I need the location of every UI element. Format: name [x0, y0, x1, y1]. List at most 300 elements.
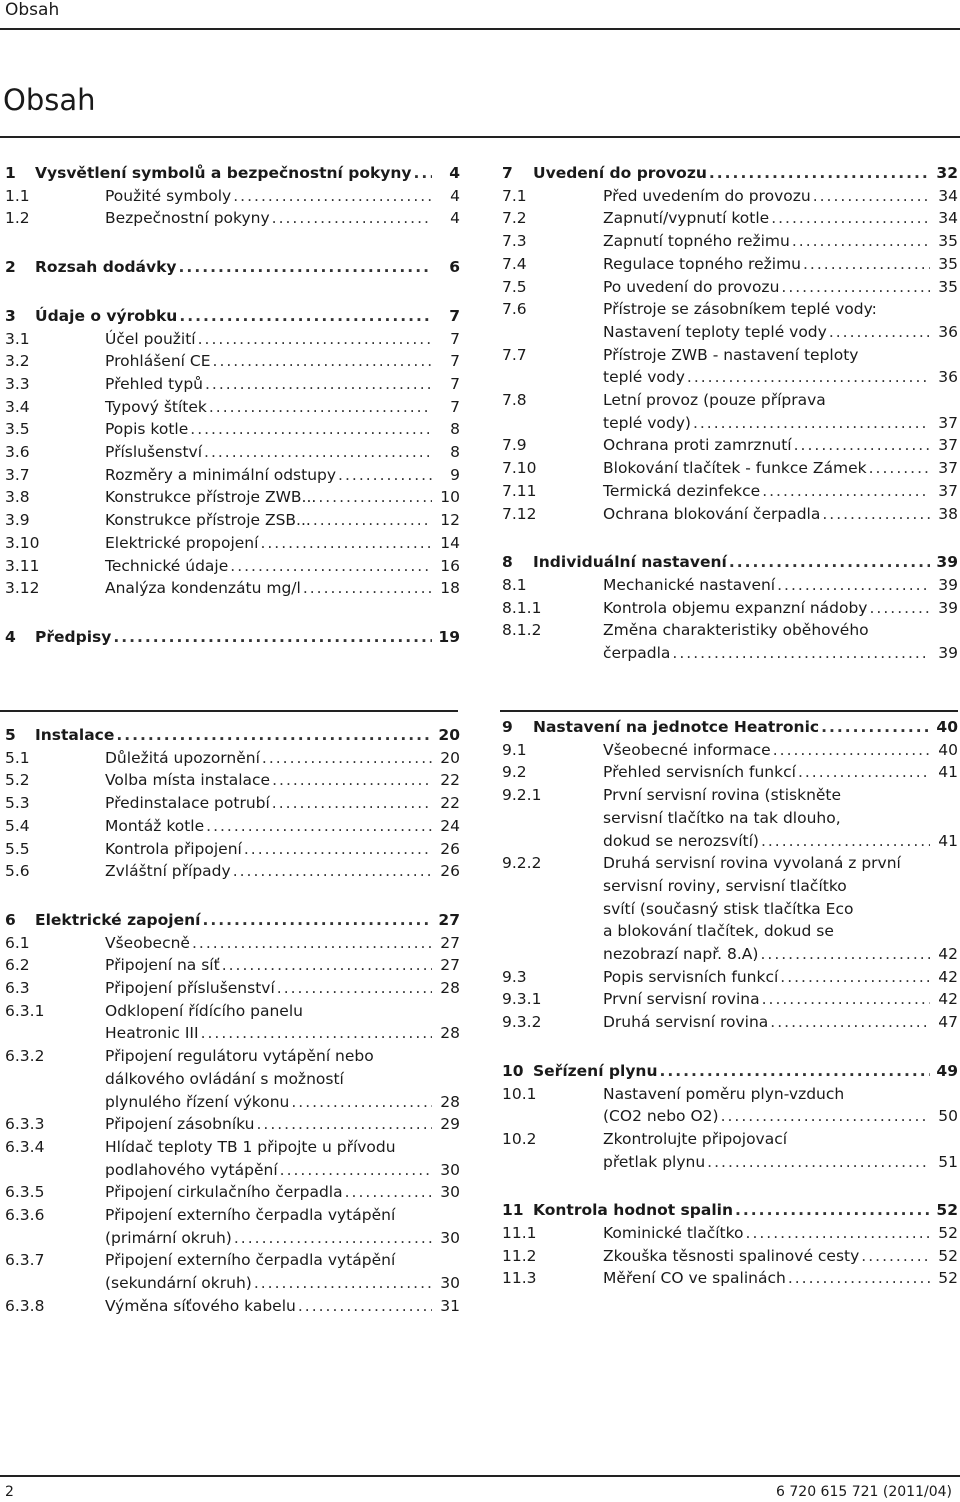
- toc-entry-title: Ochrana blokování čerpadla: [603, 504, 821, 523]
- toc-entry-number: 5.4: [5, 816, 30, 835]
- toc-entry-title: servisní tlačítko na tak dlouho,: [603, 808, 841, 827]
- toc-entry-page: 41: [938, 763, 958, 782]
- toc-entry[interactable]: [502, 943, 958, 965]
- toc-chapter-entry[interactable]: [502, 162, 958, 184]
- toc-entry-title: Kontrola připojení: [105, 839, 242, 858]
- header-divider: [0, 28, 960, 30]
- toc-entry-number: 3.7: [5, 465, 30, 484]
- page-title: Obsah: [3, 83, 96, 117]
- toc-chapter-entry[interactable]: [5, 305, 460, 327]
- toc-entry-page: 32: [936, 164, 958, 182]
- toc-entry-title: Bezpečnostní pokyny: [105, 209, 270, 228]
- toc-entry-title: Zkontrolujte připojovací: [603, 1129, 788, 1148]
- toc-leader-dots: [771, 739, 930, 761]
- toc-leader-dots: [867, 597, 930, 619]
- toc-leader-dots: [820, 503, 930, 525]
- toc-entry-title: Účel použití: [105, 329, 196, 348]
- toc-entry-page: 36: [938, 322, 958, 341]
- toc-entry[interactable]: [502, 1105, 958, 1127]
- toc-entry-title: Připojení regulátoru vytápění nebo: [105, 1047, 374, 1066]
- toc-entry[interactable]: [5, 1272, 460, 1294]
- toc-leader-dots: [270, 207, 432, 229]
- toc-entry-title: svítí (současný stisk tlačítka Eco: [603, 899, 854, 918]
- toc-leader-dots: [827, 321, 930, 343]
- toc-entry[interactable]: [5, 396, 460, 418]
- toc-entry-page: 30: [440, 1183, 460, 1202]
- toc-entry[interactable]: [5, 532, 460, 554]
- toc-entry-title: čerpadla: [603, 644, 671, 662]
- toc-entry[interactable]: [502, 1267, 958, 1289]
- toc-entry-title: Připojení cirkulačního čerpadla: [105, 1183, 343, 1202]
- toc-entry-title: Připojení příslušenství: [105, 979, 275, 997]
- toc-entry[interactable]: [502, 1245, 958, 1267]
- toc-entry[interactable]: [502, 988, 958, 1010]
- toc-entry-number: 8.1: [502, 575, 527, 594]
- footer-divider: [0, 1475, 960, 1477]
- toc-entry-page: 40: [938, 740, 958, 759]
- toc-entry-title: Mechanické nastavení: [603, 575, 776, 594]
- section-divider-right: [500, 710, 958, 712]
- toc-entry[interactable]: [502, 966, 958, 988]
- toc-entry-page: 4: [450, 209, 460, 228]
- toc-entry-page: 42: [938, 945, 958, 963]
- toc-leader-dots: [232, 1227, 432, 1249]
- toc-entry-page: 39: [938, 644, 958, 662]
- toc-entry[interactable]: [502, 875, 958, 897]
- footer-doc-id: 6 720 615 721 (2011/04): [776, 1484, 952, 1500]
- toc-entry-page: 31: [440, 1296, 460, 1315]
- toc-entry-title: Předinstalace potrubí: [105, 794, 270, 813]
- toc-entry[interactable]: [502, 574, 958, 596]
- toc-leader-dots: [190, 932, 432, 954]
- toc-leader-dots: [412, 162, 432, 184]
- toc-entry-page: 20: [438, 726, 460, 744]
- toc-entry[interactable]: [502, 298, 958, 320]
- toc-entry-page: 34: [938, 186, 958, 205]
- toc-entry-page: 35: [938, 254, 958, 273]
- toc-leader-dots: [200, 909, 432, 931]
- toc-entry-number: 6.3: [5, 979, 30, 997]
- toc-entry[interactable]: [5, 932, 460, 954]
- toc-entry-page: 51: [938, 1152, 958, 1171]
- toc-entry[interactable]: [5, 1068, 460, 1090]
- toc-entry[interactable]: [502, 276, 958, 298]
- toc-leader-dots: [275, 977, 432, 999]
- toc-entry-title: plynulého řízení výkonu: [105, 1092, 290, 1111]
- toc-entry[interactable]: [5, 792, 460, 814]
- toc-entry-number: 9.3.1: [502, 990, 542, 1009]
- toc-entry-number: 7.2: [502, 209, 527, 228]
- toc-entry-page: 26: [440, 839, 460, 858]
- toc-entry-number: 7.5: [502, 277, 527, 296]
- toc-entry-page: 30: [440, 1274, 460, 1293]
- toc-leader-dots: [760, 988, 930, 1010]
- toc-entry-title: Zvláštní případy: [105, 862, 231, 881]
- toc-entry[interactable]: [502, 898, 958, 920]
- toc-entry-title: Připojení externího čerpadla vytápění: [105, 1206, 396, 1224]
- toc-entry[interactable]: [5, 464, 460, 486]
- toc-entry[interactable]: [5, 207, 460, 229]
- toc-chapter-entry[interactable]: [5, 256, 460, 278]
- toc-leader-dots: [231, 860, 432, 882]
- toc-chapter-entry[interactable]: [502, 1199, 958, 1221]
- toc-entry-title: Technické údaje: [105, 556, 229, 575]
- toc-entry[interactable]: [502, 1128, 958, 1150]
- toc-entry-page: 9: [450, 465, 460, 484]
- toc-entry-number: 11.2: [502, 1246, 537, 1265]
- toc-leader-dots: [203, 373, 432, 395]
- toc-entry[interactable]: [502, 807, 958, 829]
- toc-leader-dots: [188, 418, 432, 440]
- toc-entry-page: 37: [938, 413, 958, 432]
- toc-entry[interactable]: [5, 1204, 460, 1226]
- toc-entry-page: 37: [938, 436, 958, 455]
- toc-entry[interactable]: [5, 1295, 460, 1317]
- toc-entry-number: 5: [5, 726, 16, 744]
- toc-entry-number: 7.9: [502, 436, 527, 455]
- toc-entry[interactable]: [502, 830, 958, 852]
- toc-entry-title: Předpisy: [35, 627, 112, 646]
- toc-entry-title: Popis servisních funkcí: [603, 967, 779, 986]
- toc-entry-page: 47: [938, 1013, 958, 1032]
- toc-entry[interactable]: [5, 838, 460, 860]
- toc-entry-page: 22: [440, 794, 460, 813]
- toc-entry-number: 9.2.2: [502, 854, 542, 873]
- toc-leader-dots: [691, 412, 930, 434]
- toc-entry-title: Přehled servisních funkcí: [603, 763, 796, 782]
- toc-entry-number: 5.3: [5, 794, 30, 813]
- toc-entry-page: 27: [440, 956, 460, 975]
- toc-entry[interactable]: [502, 1222, 958, 1244]
- toc-entry-page: 7: [450, 397, 460, 416]
- toc-entry-page: 52: [938, 1224, 958, 1242]
- toc-entry-title: podlahového vytápění: [105, 1160, 278, 1179]
- toc-entry[interactable]: [5, 509, 460, 531]
- toc-entry[interactable]: [502, 185, 958, 207]
- toc-leader-dots: [719, 1105, 930, 1127]
- toc-entry-title: Elektrické zapojení: [35, 910, 201, 929]
- toc-entry-title: Vysvětlení symbolů a bezpečnostní pokyny: [35, 164, 412, 182]
- toc-entry-title: Konstrukce přístroje ZSB...: [105, 511, 311, 530]
- toc-entry-title: Nastavení poměru plyn-vzduch: [603, 1084, 845, 1103]
- toc-entry-page: 30: [440, 1228, 460, 1247]
- toc-entry-title: Připojení zásobníku: [105, 1115, 255, 1134]
- toc-entry-title: Připojení externího čerpadla vytápění: [105, 1251, 396, 1270]
- toc-leader-dots: [270, 769, 432, 791]
- toc-entry[interactable]: [502, 230, 958, 252]
- toc-entry-page: 35: [938, 277, 958, 296]
- toc-entry-page: 28: [440, 1092, 460, 1111]
- toc-entry-number: 3.3: [5, 374, 30, 393]
- toc-entry-number: 6.3.2: [5, 1047, 45, 1066]
- toc-entry[interactable]: [502, 207, 958, 229]
- toc-entry[interactable]: [5, 1045, 460, 1067]
- toc-leader-dots: [207, 396, 432, 418]
- toc-entry-number: 6.1: [5, 933, 30, 952]
- toc-leader-dots: [316, 486, 432, 508]
- toc-leader-dots: [778, 966, 930, 988]
- toc-entry[interactable]: [5, 1159, 460, 1181]
- toc-entry[interactable]: [502, 920, 958, 942]
- toc-entry-title: (sekundární okruh): [105, 1274, 252, 1293]
- toc-entry[interactable]: [5, 1113, 460, 1135]
- toc-entry-title: Popis kotle: [105, 420, 189, 439]
- toc-entry[interactable]: [5, 486, 460, 508]
- toc-entry[interactable]: [502, 366, 958, 388]
- toc-entry[interactable]: [5, 1000, 460, 1022]
- toc-entry-page: 52: [938, 1269, 958, 1288]
- toc-leader-dots: [859, 1245, 930, 1267]
- toc-leader-dots: [228, 555, 432, 577]
- toc-entry-page: 28: [440, 979, 460, 997]
- toc-entry-page: 6: [449, 258, 460, 277]
- toc-entry-page: 22: [440, 771, 460, 790]
- toc-entry-page: 4: [450, 186, 460, 205]
- toc-entry-page: 29: [440, 1115, 460, 1134]
- toc-entry-page: 18: [440, 579, 460, 598]
- toc-entry-number: 8.1.1: [502, 598, 542, 617]
- toc-entry[interactable]: [5, 1091, 460, 1113]
- toc-entry-title: Regulace topného režimu: [603, 254, 801, 273]
- toc-leader-dots: [744, 1222, 930, 1244]
- toc-entry-number: 9: [502, 718, 513, 736]
- toc-entry-title: Hlídač teploty TB 1 připojte u přívodu: [105, 1137, 396, 1156]
- toc-leader-dots: [705, 1151, 930, 1173]
- toc-entry-number: 3.4: [5, 397, 30, 416]
- toc-entry-title: Prohlášení CE: [105, 352, 211, 371]
- toc-entry-page: 50: [938, 1107, 958, 1126]
- toc-entry-page: 30: [440, 1160, 460, 1179]
- toc-entry-title: Letní provoz (pouze příprava: [603, 391, 826, 409]
- toc-entry[interactable]: [5, 441, 460, 463]
- toc-entry[interactable]: [502, 412, 958, 434]
- toc-leader-dots: [204, 815, 432, 837]
- toc-chapter-entry[interactable]: [5, 909, 460, 931]
- toc-leader-dots: [258, 532, 432, 554]
- toc-entry-number: 9.2.1: [502, 786, 542, 805]
- toc-entry[interactable]: [502, 1083, 958, 1105]
- toc-entry-page: 37: [938, 459, 958, 478]
- toc-leader-dots: [801, 253, 930, 275]
- toc-entry-title: Připojení na síť: [105, 956, 220, 975]
- toc-leader-dots: [177, 256, 432, 278]
- toc-entry[interactable]: [5, 1249, 460, 1271]
- toc-chapter-entry[interactable]: [502, 1060, 958, 1082]
- toc-leader-dots: [658, 1060, 931, 1082]
- toc-entry[interactable]: [502, 761, 958, 783]
- toc-entry-title: Zapnutí/vypnutí kotle: [603, 209, 770, 228]
- toc-entry[interactable]: [502, 457, 958, 479]
- toc-entry[interactable]: [502, 1011, 958, 1033]
- toc-entry-page: 14: [440, 533, 460, 552]
- toc-entry-page: 8: [450, 420, 460, 439]
- toc-leader-dots: [775, 574, 930, 596]
- toc-entry[interactable]: [5, 747, 460, 769]
- toc-entry-number: 9.3.2: [502, 1013, 542, 1032]
- toc-entry-page: 52: [938, 1246, 958, 1265]
- toc-entry-title: (CO2 nebo O2): [603, 1107, 719, 1126]
- toc-entry-title: Druhá servisní rovina: [603, 1013, 769, 1032]
- toc-entry-title: Konstrukce přístroje ZWB...: [105, 488, 317, 507]
- toc-entry-number: 1.1: [5, 186, 30, 205]
- toc-entry-page: 41: [938, 831, 958, 850]
- toc-leader-dots: [786, 1267, 930, 1289]
- toc-entry[interactable]: [5, 769, 460, 791]
- toc-entry-number: 6.3.6: [5, 1206, 45, 1224]
- toc-entry-page: 34: [938, 209, 958, 228]
- toc-entry-number: 6.3.7: [5, 1251, 45, 1270]
- toc-chapter-entry[interactable]: [5, 162, 460, 184]
- toc-entry[interactable]: [5, 350, 460, 372]
- toc-entry[interactable]: [5, 418, 460, 440]
- toc-entry-number: 7.4: [502, 254, 527, 273]
- toc-entry[interactable]: [502, 389, 958, 411]
- toc-entry-number: 11.1: [502, 1224, 537, 1242]
- toc-entry[interactable]: [5, 1181, 460, 1203]
- toc-leader-dots: [242, 838, 432, 860]
- toc-entry[interactable]: [5, 1022, 460, 1044]
- toc-entry-number: 8: [502, 553, 513, 572]
- toc-entry[interactable]: [5, 1227, 460, 1249]
- toc-entry-title: Výměna síťového kabelu: [105, 1296, 296, 1315]
- toc-leader-dots: [254, 1113, 432, 1135]
- toc-leader-dots: [685, 366, 930, 388]
- toc-entry-title: Individuální nastavení: [533, 553, 727, 572]
- toc-entry[interactable]: [502, 480, 958, 502]
- toc-entry-title: Druhá servisní rovina vyvolaná z první: [603, 854, 901, 873]
- toc-entry[interactable]: [502, 784, 958, 806]
- toc-entry-page: 39: [936, 553, 958, 572]
- toc-entry-number: 7.1: [502, 186, 527, 205]
- toc-entry-title: teplé vody): [603, 413, 691, 432]
- toc-entry-page: 37: [938, 481, 958, 500]
- toc-leader-dots: [792, 434, 930, 456]
- header-label: Obsah: [5, 0, 60, 20]
- toc-entry-number: 7.12: [502, 504, 537, 523]
- toc-entry-number: 9.1: [502, 740, 527, 759]
- toc-entry[interactable]: [502, 344, 958, 366]
- toc-entry[interactable]: [5, 373, 460, 395]
- toc-entry-page: 4: [449, 164, 460, 182]
- toc-entry-title: Přístroje se zásobníkem teplé vody:: [603, 300, 877, 319]
- toc-entry-number: 1.2: [5, 209, 30, 228]
- toc-entry-title: Kontrola objemu expanzní nádoby: [603, 598, 868, 617]
- toc-entry[interactable]: [5, 977, 460, 999]
- toc-entry[interactable]: [502, 503, 958, 525]
- toc-entry-title: Rozměry a minimální odstupy: [105, 465, 337, 484]
- toc-entry-title: Všeobecné informace: [603, 740, 771, 759]
- toc-leader-dots: [252, 1272, 432, 1294]
- toc-entry-title: Změna charakteristiky oběhového: [603, 621, 869, 640]
- toc-entry-page: 8: [450, 443, 460, 461]
- toc-chapter-entry[interactable]: [502, 551, 958, 573]
- toc-entry-number: 10.1: [502, 1084, 537, 1103]
- toc-chapter-entry[interactable]: [5, 724, 460, 746]
- toc-entry[interactable]: [5, 1136, 460, 1158]
- toc-leader-dots: [231, 185, 432, 207]
- toc-entry-number: 3.12: [5, 579, 40, 598]
- toc-entry-title: První servisní rovina (stiskněte: [603, 786, 842, 805]
- toc-entry-page: 52: [936, 1201, 958, 1220]
- toc-leader-dots: [727, 551, 930, 573]
- toc-entry-page: 42: [938, 967, 958, 986]
- toc-entry-number: 6.3.5: [5, 1183, 45, 1202]
- toc-entry-title: Instalace: [35, 726, 115, 744]
- toc-entry-page: 20: [440, 748, 460, 767]
- toc-entry[interactable]: [502, 852, 958, 874]
- toc-entry[interactable]: [5, 954, 460, 976]
- toc-entry-number: 10.2: [502, 1129, 537, 1148]
- toc-leader-dots: [199, 1022, 432, 1044]
- toc-leader-dots: [758, 943, 930, 965]
- toc-entry[interactable]: [5, 577, 460, 599]
- toc-leader-dots: [211, 350, 432, 372]
- toc-leader-dots: [289, 1091, 432, 1113]
- toc-leader-dots: [819, 716, 930, 738]
- toc-leader-dots: [343, 1181, 432, 1203]
- toc-entry-number: 5.2: [5, 771, 30, 790]
- toc-leader-dots: [768, 1011, 930, 1033]
- toc-entry[interactable]: [502, 434, 958, 456]
- toc-entry-number: 3.11: [5, 556, 40, 575]
- toc-entry[interactable]: [502, 597, 958, 619]
- toc-entry-page: 27: [440, 933, 460, 952]
- toc-entry[interactable]: [5, 328, 460, 350]
- toc-entry-number: 6: [5, 910, 16, 929]
- toc-entry-page: 7: [450, 329, 460, 348]
- toc-entry-number: 5.5: [5, 839, 30, 858]
- toc-entry-number: 7.7: [502, 345, 527, 364]
- toc-entry[interactable]: [502, 739, 958, 761]
- toc-entry-title: a blokování tlačítek, dokud se: [603, 922, 834, 941]
- toc-entry[interactable]: [502, 1151, 958, 1173]
- toc-entry-number: 3: [5, 306, 16, 325]
- toc-entry[interactable]: [502, 619, 958, 641]
- toc-entry-number: 7: [502, 164, 513, 182]
- toc-entry-title: Blokování tlačítek - funkce Zámek: [603, 459, 867, 478]
- toc-leader-dots: [270, 792, 432, 814]
- toc-entry-title: Montáž kotle: [105, 816, 205, 835]
- toc-leader-dots: [278, 1159, 432, 1181]
- toc-entry[interactable]: [502, 321, 958, 343]
- toc-leader-dots: [336, 464, 432, 486]
- toc-leader-dots: [759, 830, 930, 852]
- footer-page-number: 2: [5, 1484, 14, 1500]
- toc-entry-title: Po uvedení do provozu: [603, 277, 780, 296]
- toc-entry-number: 9.3: [502, 967, 527, 986]
- toc-entry-number: 7.11: [502, 481, 537, 500]
- toc-chapter-entry[interactable]: [502, 716, 958, 738]
- toc-entry[interactable]: [5, 815, 460, 837]
- toc-entry-page: 24: [440, 816, 460, 835]
- toc-entry-page: 40: [936, 718, 958, 736]
- toc-entry-page: 39: [938, 598, 958, 617]
- toc-leader-dots: [311, 509, 432, 531]
- toc-leader-dots: [790, 230, 930, 252]
- toc-entry-number: 3.6: [5, 443, 30, 461]
- toc-entry-title: Zkouška těsnosti spalinové cesty: [603, 1246, 860, 1265]
- toc-entry-page: 7: [450, 374, 460, 393]
- toc-entry-page: 28: [440, 1024, 460, 1043]
- toc-entry[interactable]: [5, 860, 460, 882]
- toc-entry[interactable]: [502, 253, 958, 275]
- toc-chapter-entry[interactable]: [5, 626, 460, 648]
- toc-entry-title: Rozsah dodávky: [35, 258, 177, 277]
- toc-entry[interactable]: [502, 642, 958, 664]
- toc-entry[interactable]: [5, 555, 460, 577]
- toc-entry[interactable]: [5, 185, 460, 207]
- toc-entry-page: 19: [438, 627, 460, 646]
